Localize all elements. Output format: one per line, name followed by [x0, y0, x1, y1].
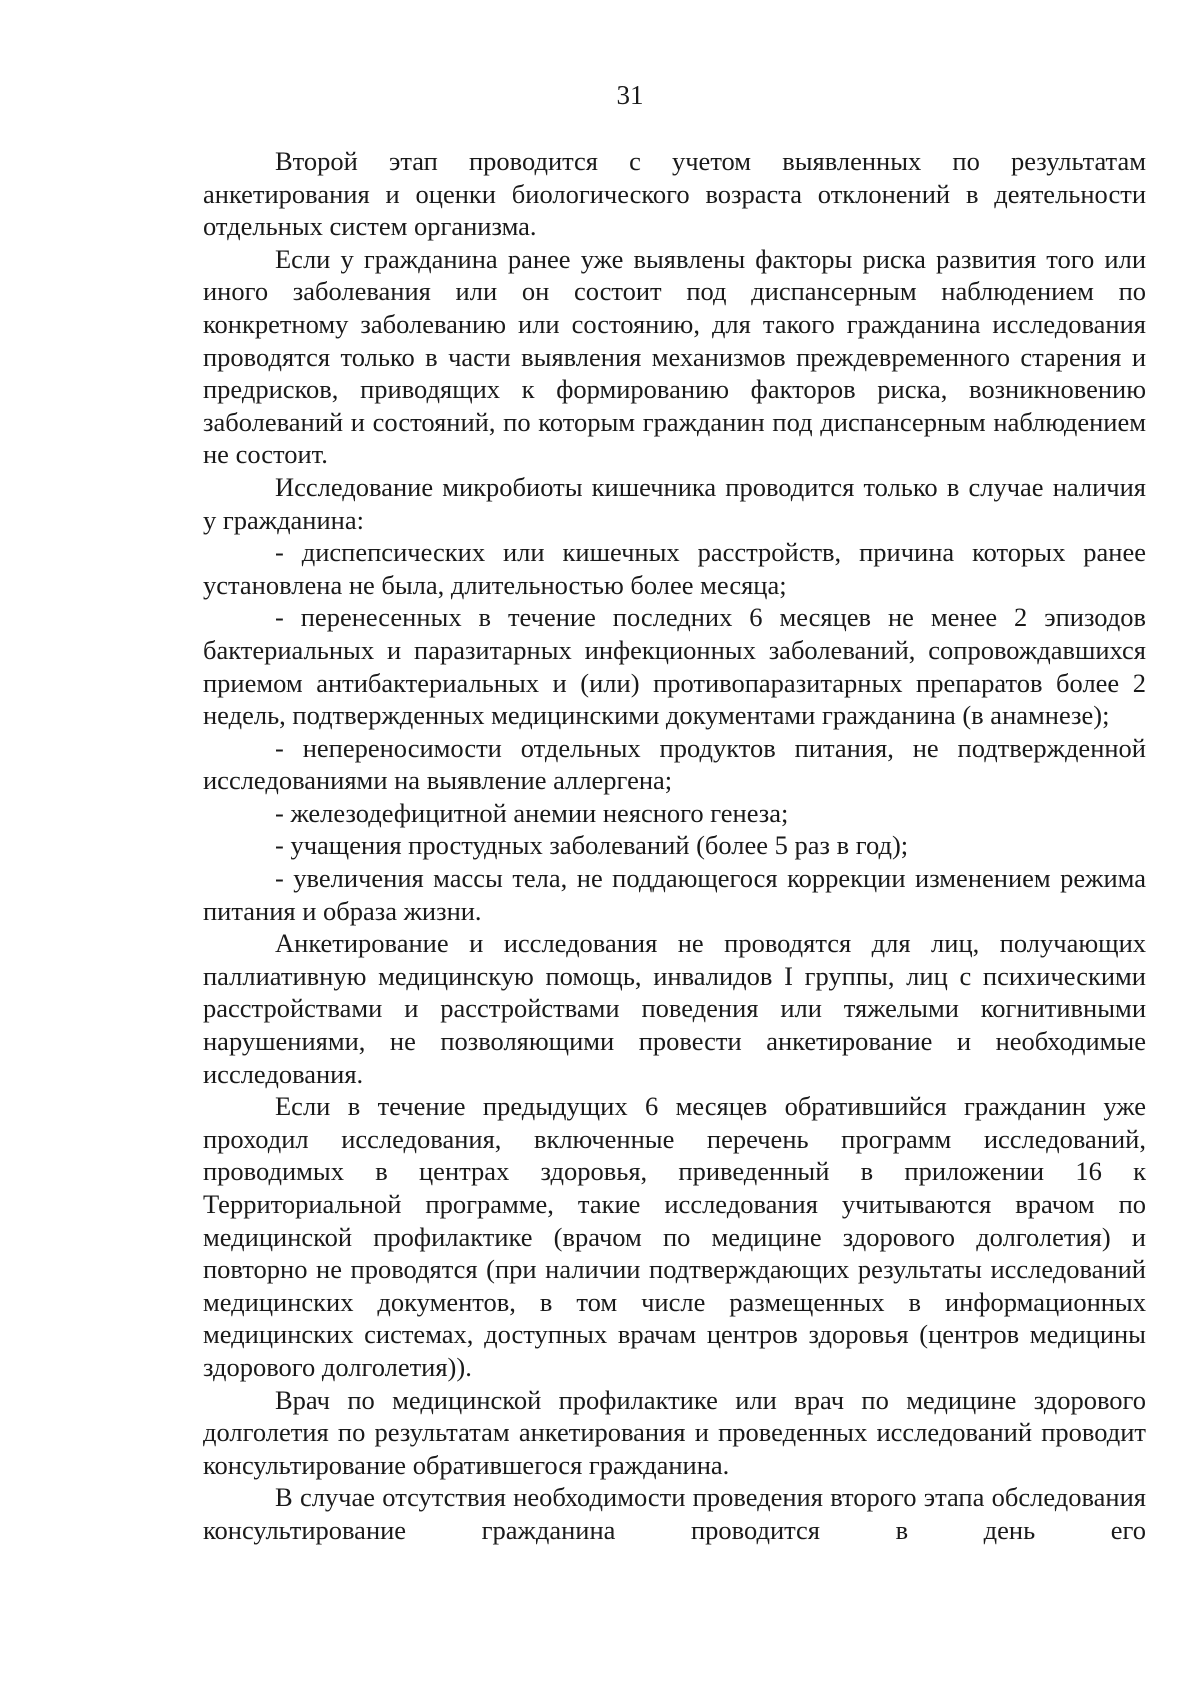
list-item: - увеличения массы тела, не поддающегося коррекции изменением режима питания и образа жизни. — [203, 863, 1146, 926]
paragraph: Анкетирование и исследования не проводятся для лиц, получающих паллиативную медицинскую помощь, инвалидов I группы, лиц с психическими расстройствами и расстройствами поведения или тяжелыми когнитивными нарушениями, не позволяющими провести анкетирование и необходимые исследования. — [203, 928, 1146, 1089]
paragraph: Врач по медицинской профилактике или врач по медицине здорового долголетия по результатам анкетирования и проведенных исследований проводит консультирование обратившегося гражданина. — [203, 1384, 1146, 1480]
list-item: - непереносимости отдельных продуктов питания, не подтвержденной исследованиями на выявление аллергена; — [203, 732, 1146, 796]
paragraph: Если у гражданина ранее уже выявлены факторы риска развития того или иного заболевания или он состоит под диспансерным наблюдением по конкретному заболеванию или состоянию, для такого гражданина исследования проводятся только в части выявления механизмов преждевременного старения и предрисков, приводящих к формированию факторов риска, возникновению заболеваний и состояний, по которым гражданин под диспансерным наблюдением не состоит. — [203, 243, 1146, 470]
page-number: 31 — [616, 80, 644, 110]
list-item: - учащения простудных заболеваний (более 5 раз в год); — [275, 830, 909, 861]
paragraph: Второй этап проводится с учетом выявленных по результатам анкетирования и оценки биологического возраста отклонений в деятельности отдельных систем организма. — [203, 146, 1146, 242]
paragraph: Исследование микробиоты кишечника проводится только в случае наличия у гражданина: — [203, 471, 1146, 535]
list-item: - железодефицитной анемии неясного генеза; — [275, 797, 789, 828]
document-body — [203, 145, 1146, 1547]
list-item: - перенесенных в течение последних 6 месяцев не менее 2 эпизодов бактериальных и паразитарных инфекционных заболеваний, сопровождавшихся приемом антибактериальных и (или) противопаразитарных препаратов более 2 недель, подтвержденных медицинскими документами гражданина (в анамнезе); — [203, 602, 1146, 731]
paragraph: Если в течение предыдущих 6 месяцев обратившийся гражданин уже проходил исследования, включенные перечень программ исследований, проводимых в центрах здоровья, приведенный в приложении 16 к Территориальной программе, такие исследования учитываются врачом по медицинской профилактике (врачом по медицине здорового долголетия) и повторно не проводятся (при наличии подтверждающих результаты исследований медицинских документов, в том числе размещенных в информационных медицинских системах, доступных врачам центров здоровья (центров медицины здорового долголетия)). — [203, 1091, 1146, 1382]
list-item: - диспепсических или кишечных расстройств, причина которых ранее установлена не была, длительностью более месяца; — [203, 537, 1146, 600]
paragraph: В случае отсутствия необходимости проведения второго этапа обследования консультирование гражданина проводится в день его — [203, 1482, 1146, 1545]
